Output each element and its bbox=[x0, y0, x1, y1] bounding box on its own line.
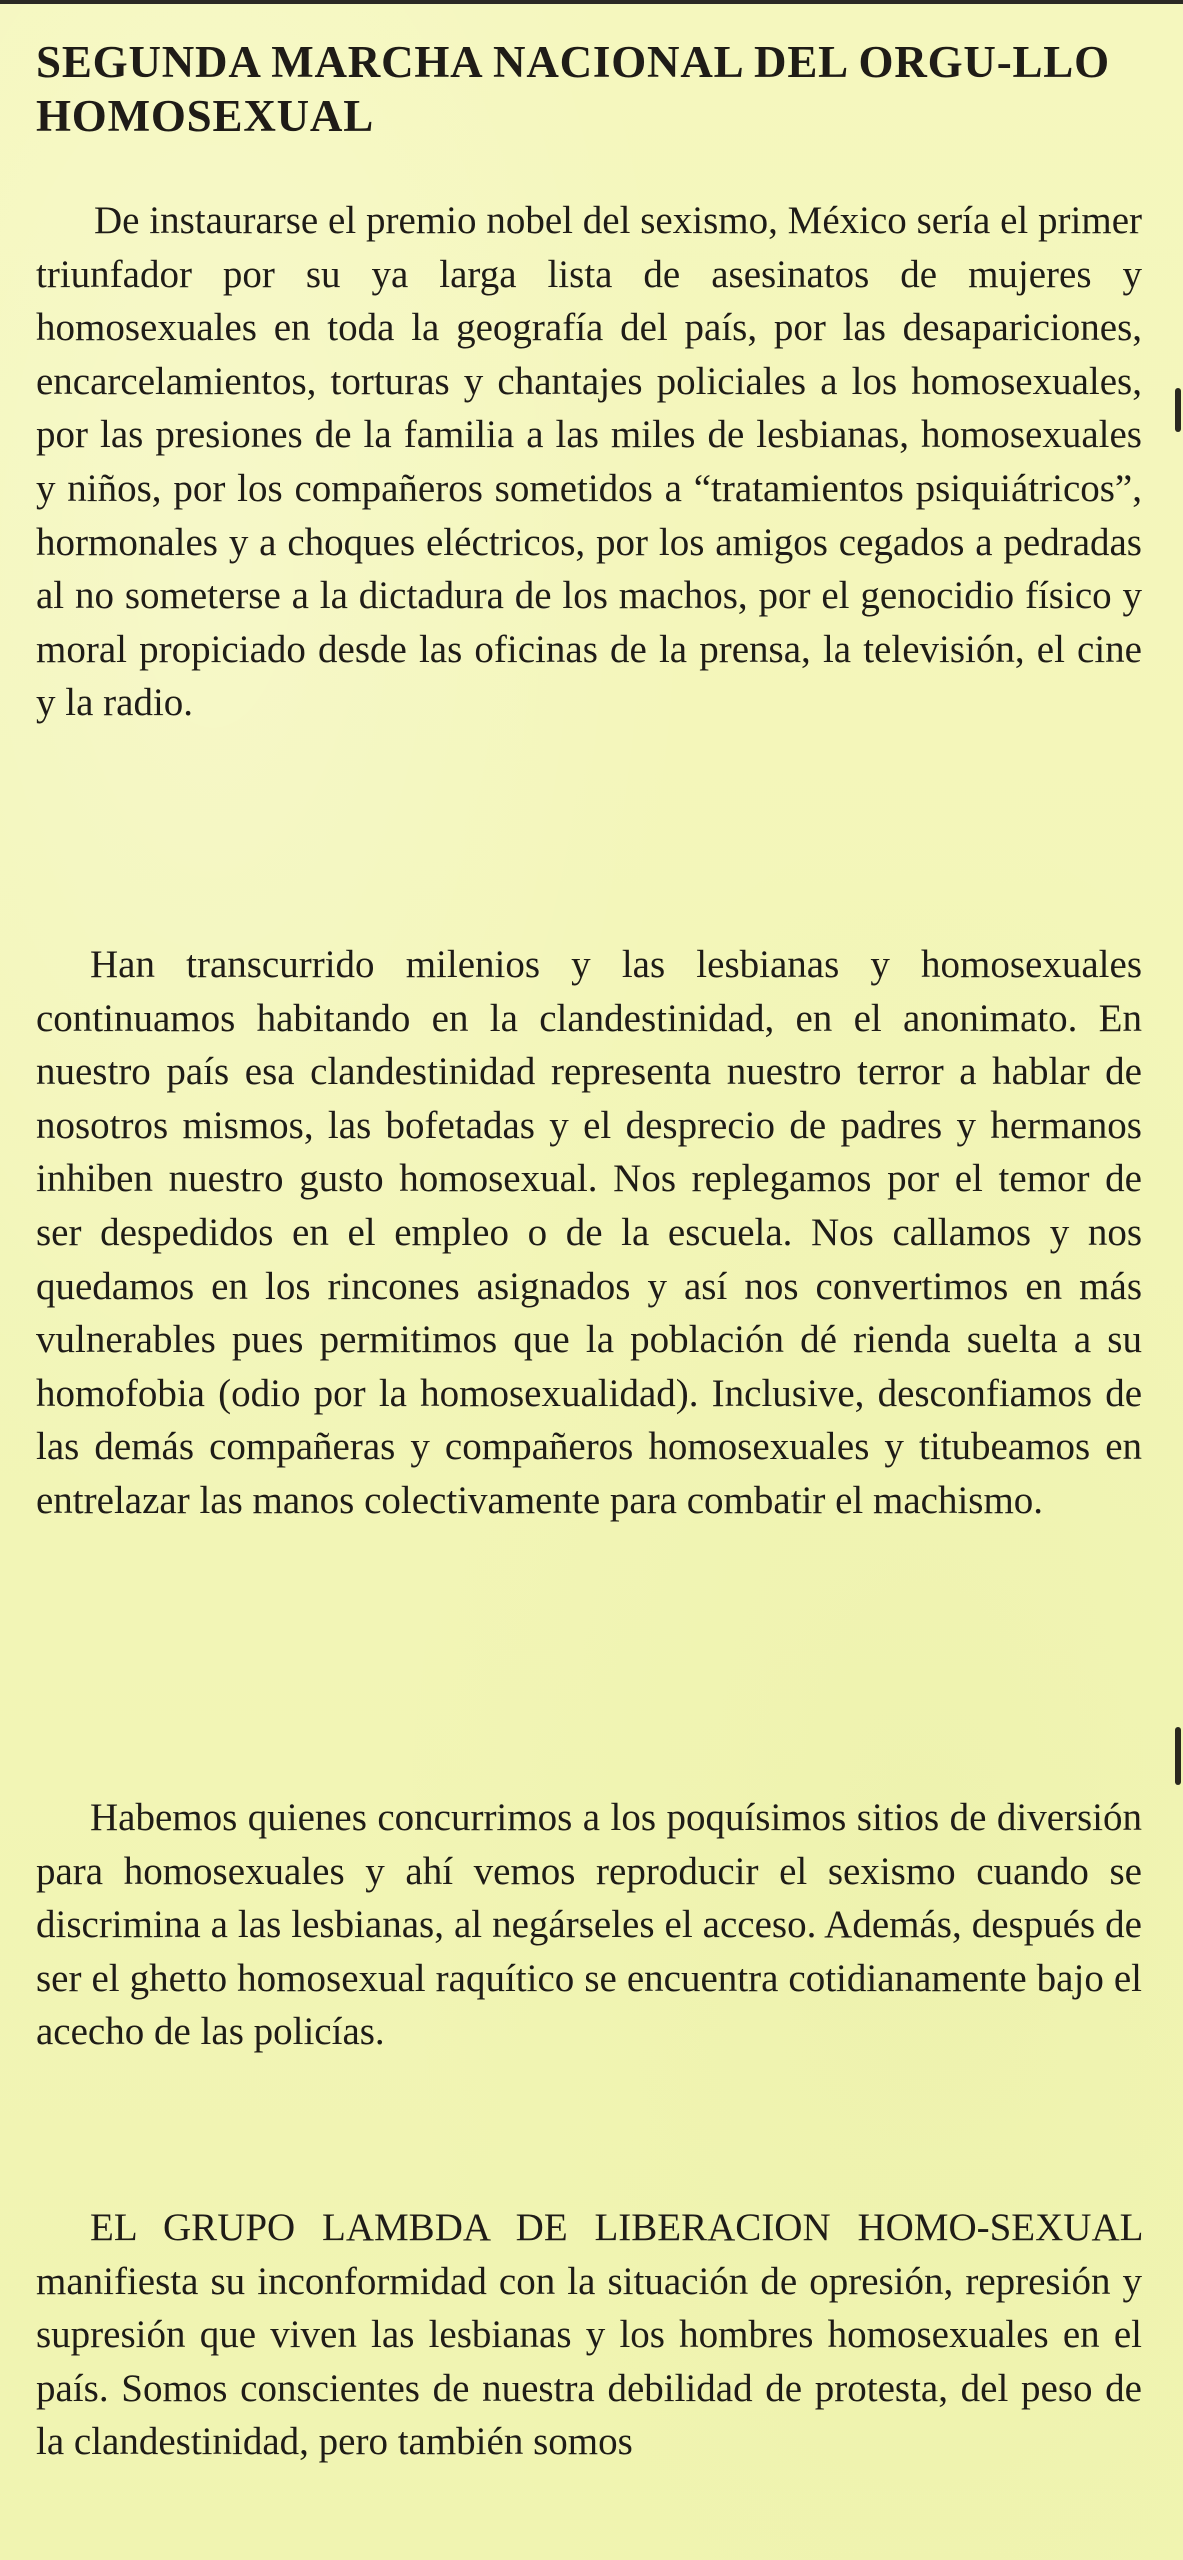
top-rule bbox=[0, 0, 1183, 4]
paragraph-1: De instaurarse el premio nobel del sexismo, México sería el primer triunfador por su ya larga lista de asesinatos de mujeres y homosexuales en toda la geografía del país, por las desapariciones, encarcelamientos, torturas y chantajes policiales a los homosexuales, por las presiones de la familia a las miles de lesbianas, homosexuales y niños, por los compañeros sometidos a “tratamientos psiquiátricos”, hormonales y a choques eléctricos, por los amigos cegados a pedradas al no someterse a la dictadura de los machos, por el genocidio físico y moral propiciado desde las oficinas de la prensa, la televisión, el cine y la radio. bbox=[36, 199, 1142, 725]
paragraph-3: Habemos quienes concurrimos a los poquísimos sitios de diversión para homosexuales y ahí vemos reproducir el sexismo cuando se discrimina a las lesbianas, al negárseles el acceso. Además, después de ser el ghetto homosexual raquítico se encuentra cotidianamente bajo el acecho de las policías. bbox=[36, 1796, 1142, 2054]
document-title: SEGUNDA MARCHA NACIONAL DEL ORGU-LLO HOMOSEXUAL bbox=[36, 37, 1110, 141]
paragraph-4 bbox=[36, 2201, 1142, 2469]
right-edge-mark bbox=[1175, 388, 1181, 432]
paragraph-4-text: manifiesta su inconformidad con la situación de opresión, represión y supresión que viven las lesbianas y los hombres homosexuales en el país. Somos conscientes de nuestra debilidad de protesta, del peso de la clandestinidad, pero también somos bbox=[36, 2259, 1142, 2464]
organization-name: EL GRUPO LAMBDA DE LIBERACION HOMO-SEXUAL bbox=[90, 2206, 1142, 2249]
paragraph-2: Han transcurrido milenios y las lesbianas y homosexuales continuamos habitando en la clandestinidad, en el anonimato. En nuestro país esa clandestinidad representa nuestro terror a hablar de nosotros mismos, las bofetadas y el desprecio de padres y hermanos inhiben nuestro gusto homosexual. Nos replegamos por el temor de ser despedidos en el empleo o de la escuela. Nos callamos y nos quedamos en los rincones asignados y así nos convertimos en más vulnerables pues permitimos que la población dé rienda suelta a su homofobia (odio por la homosexualidad). Inclusive, desconfiamos de las demás compañeras y compañeros homosexuales y titubeamos en entrelazar las manos colectivamente para combatir el machismo. bbox=[36, 943, 1142, 1522]
right-edge-mark bbox=[1175, 1727, 1181, 1785]
